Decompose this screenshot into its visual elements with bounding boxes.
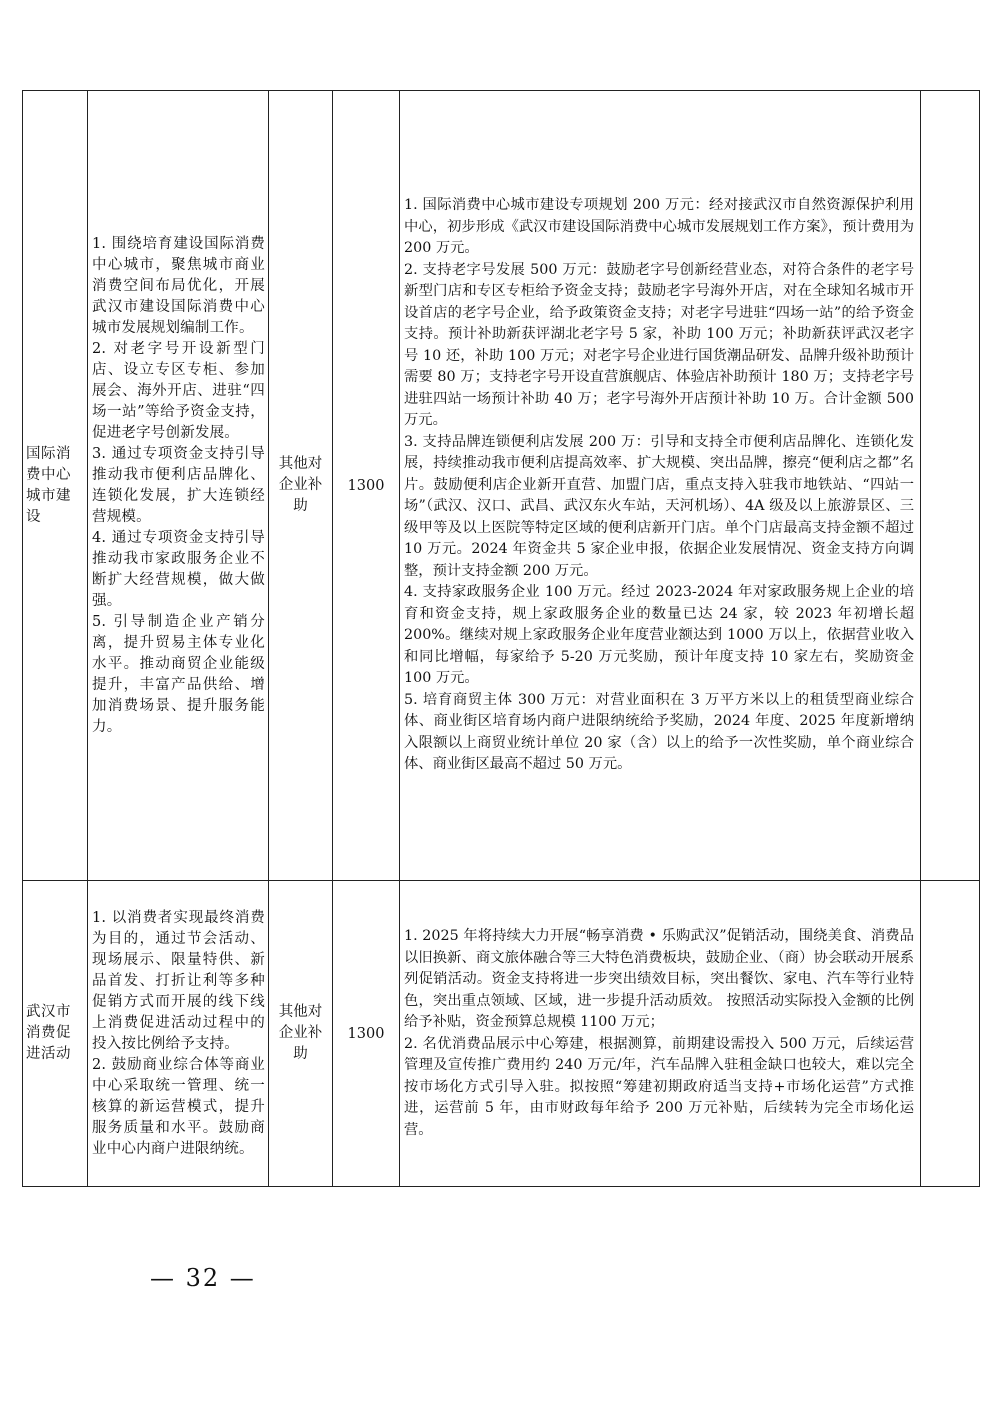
page-number: — 32 — <box>150 1264 256 1292</box>
funding-type-cell: 其他对企业补助 <box>278 1004 323 1062</box>
funding-type-cell: 其他对企业补助 <box>278 456 323 514</box>
project-name-cell: 国际消费中心城市建设 <box>26 445 71 525</box>
detail-item: 3. 支持品牌连锁便利店发展 200 万：引导和支持全市便利店品牌化、连锁化发展，持续推动我市便利店提高效率、扩大规模、突出品牌，擦亮“便利店之都”名片。鼓励便利店企业新开直营、加盟门店，重点支持入驻我市地铁站、“四站一场”（武汉、汉口、武昌、武汉东火车站，天河机场）、4A 级及以上旅游景区、三级甲等及以上医院等特定区域的便利店新开门店。单个门店最高支持金额不超过 10 万元。2024 年资金共 5 家企业申报，依据企业发展情况、资金支持方向调整，预计支持金额 200 万元。 <box>404 433 914 579</box>
budget-table <box>22 90 980 1187</box>
goal-item: 2. 对老字号开设新型门店、设立专区专柜、参加展会、海外开店、进驻“四场一站”等给予资金支持，促进老字号创新发展。 <box>92 340 265 441</box>
table-row <box>23 91 980 881</box>
goal-item: 1. 以消费者实现最终消费为目的，通过节会活动、现场展示、限量特供、新品首发、打折让利等多种促销方式而开展的线下线上消费促进活动过程中的投入按比例给予支持。 <box>92 909 265 1052</box>
detail-item: 2. 名优消费品展示中心筹建，根据测算，前期建设需投入 500 万元，后续运营管理及宣传推广费用约 240 万元/年，汽车品牌入驻租金缺口也较大，难以完全按市场化方式引导入驻。拟按照“筹建初期政府适当支持+市场化运营”方式推进，运营前 5 年，由市财政每年给予 200 万元补贴，后续转为完全市场化运营。 <box>404 1035 914 1138</box>
detail-item: 1. 国际消费中心城市建设专项规划 200 万元：经对接武汉市自然资源保护利用中心，初步形成《武汉市建设国际消费中心城市发展规划工作方案》，预计费用为 200 万元。 <box>404 197 914 257</box>
goal-item: 5. 引导制造企业产销分离，提升贸易主体专业化水平。推动商贸企业能级提升，丰富产品供给、增加消费场景、提升服务能力。 <box>92 613 265 735</box>
goal-item: 1. 围绕培育建设国际消费中心城市，聚焦城市商业消费空间布局优化，开展武汉市建设国际消费中心城市发展规划编制工作。 <box>92 235 265 336</box>
table-row <box>23 881 980 1187</box>
amount-cell: 1300 <box>347 1025 385 1042</box>
project-name-cell: 武汉市消费促进活动 <box>26 1004 71 1062</box>
goals-cell <box>88 91 269 881</box>
details-cell <box>400 91 921 881</box>
detail-item: 4. 支持家政服务企业 100 万元。经过 2023-2024 年对家政服务规上企业的培育和资金支持，规上家政服务企业的数量已达 24 家，较 2023 年初增长超 200%。继续对规上家政服务企业年度营业额达到 1000 万以上，依据营业收入和同比增幅，每家给予 5-20 万元奖励，预计年度支持 10 家左右，奖励资金 100 万元。 <box>404 584 914 687</box>
goal-item: 2. 鼓励商业综合体等商业中心采取统一管理、统一核算的新运营模式，提升服务质量和水平。鼓励商业中心内商户进限纳统。 <box>92 1056 265 1157</box>
detail-item: 2. 支持老字号发展 500 万元：鼓励老字号创新经营业态，对符合条件的老字号新型门店和专区专柜给予资金支持；鼓励老字号海外开店，对在全球知名城市开设首店的老字号企业，给予政策资金支持；对老字号进驻“四场一站”的给予资金支持。预计补助新获评湖北老字号 5 家，补助 100 万元；补助新获评武汉老字号 10 还，补助 100 万元；对老字号企业进行国货潮品研发、品牌升级补助预计需要 80 万；支持老字号开设直营旗舰店、体验店补助预计 180 万；支持老字号进驻四站一场预计补助 40 万；老字号海外开店预计补助 10 万。合计金额 500 万元。 <box>404 261 914 429</box>
amount-cell: 1300 <box>347 477 385 494</box>
note-cell <box>921 91 980 881</box>
details-cell <box>400 881 921 1187</box>
detail-item: 5. 培育商贸主体 300 万元：对营业面积在 3 万平方米以上的租赁型商业综合体、商业街区培育场内商户进限纳统给予奖励，2024 年度、2025 年度新增纳入限额以上商贸业统计单位 20 家（含）以上的给予一次性奖励，单个商业综合体、商业街区最高不超过 50 万元。 <box>404 691 914 773</box>
goal-item: 3. 通过专项资金支持引导推动我市便利店品牌化、连锁化发展，扩大连锁经营规模。 <box>92 445 265 525</box>
note-cell <box>921 881 980 1187</box>
goal-item: 4. 通过专项资金支持引导推动我市家政服务企业不断扩大经营规模，做大做强。 <box>92 529 265 609</box>
goals-cell <box>88 881 269 1187</box>
detail-item: 1. 2025 年将持续大力开展“畅享消费 • 乐购武汉”促销活动，围绕美食、消费品以旧换新、商文旅体融合等三大特色消费板块，鼓励企业、（商）协会联动开展系列促销活动。资金支持将进一步突出绩效目标，突出餐饮、家电、汽车等行业特色，突出重点领域、区域，进一步提升活动质效。 按照活动实际投入金额的比例给予补贴，资金预算总规模 1100 万元； <box>404 928 914 1030</box>
